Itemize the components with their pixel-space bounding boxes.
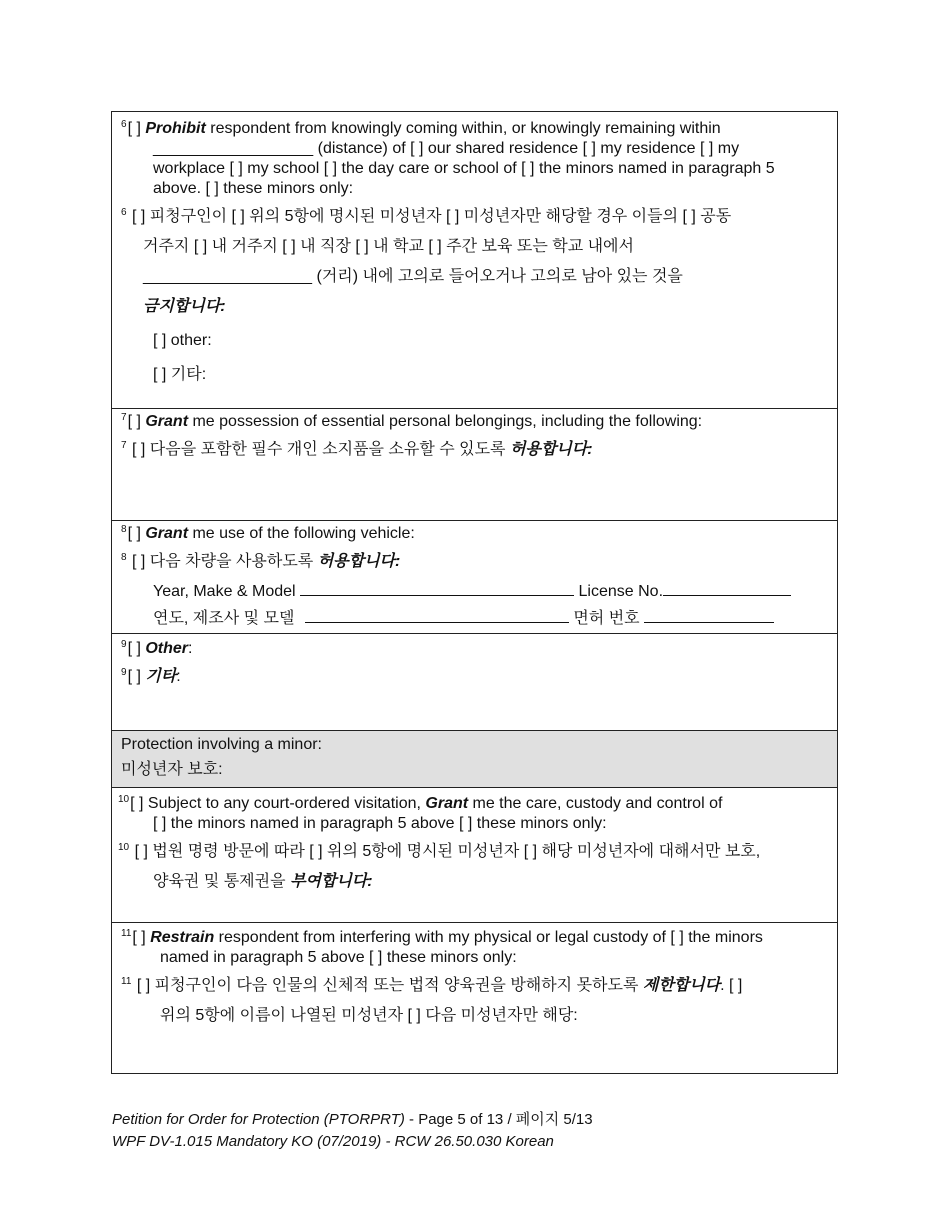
vehicle-row-ko: 연도, 제조사 및 모델 면허 번호 — [153, 608, 774, 629]
distance-blank-ko[interactable]: ___________________ — [143, 268, 313, 285]
section-7-ko: $^7$ [ ] 다음을 포함한 필수 개인 소지품을 소유할 수 있도록 허용합니다: — [121, 440, 593, 458]
minor-header-en: Protection involving a minor: — [121, 736, 322, 753]
section-6-en-line2: __________________ (distance) of [ ] our shared residence [ ] my residence [ ] my — [153, 140, 740, 157]
section-11-ko-line1: $^{11}$ [ ] 피청구인이 다음 인물의 신체적 또는 법적 양육권을 방해하지 못하도록 제한합니다. [ ] — [121, 976, 743, 994]
section-11 — [112, 923, 837, 1073]
section-7-en: $^7$[ ] Grant me possession of essential personal belongings, including the following: — [121, 412, 703, 430]
section-10-ko-line1: $^{10}$ [ ] 법원 명령 방문에 따라 [ ] 위의 5항에 명시된 미성년자 [ ] 해당 미성년자에 대해서만 보호, — [118, 842, 761, 860]
section-9-ko: $^9$[ ] 기타: — [121, 667, 181, 685]
section-6-ko-line1: $^6$ [ ] 피청구인이 [ ] 위의 5항에 명시된 미성년자 [ ] 미성년자만 해당할 경우 이들의 [ ] 공동 — [121, 207, 732, 225]
section-10-en-line2: [ ] the minors named in paragraph 5 above [ ] these minors only: — [153, 815, 607, 832]
footer-line-1: Petition for Order for Protection (PTORPRT) - Page 5 of 13 / 페이지 5/13 — [112, 1111, 593, 1128]
section-6-ko-line2: 거주지 [ ] 내 거주지 [ ] 내 직장 [ ] 내 학교 [ ] 주간 보육 또는 학교 내에서 — [143, 238, 634, 255]
section-9-en: $^9$[ ] Other: — [121, 639, 193, 657]
section-6-ko-bold: 금지합니다: — [143, 298, 226, 315]
section-6 — [112, 112, 837, 409]
checkbox[interactable]: [ ] — [127, 413, 141, 430]
section-6-ko-line3: ___________________ (거리) 내에 고의로 들어오거나 고의로 남아 있는 것을 — [143, 268, 683, 285]
minor-header-ko: 미성년자 보호: — [121, 761, 223, 778]
license-no-field-ko[interactable] — [644, 608, 774, 623]
checkbox[interactable]: [ ] — [127, 525, 141, 542]
petition-form — [111, 111, 838, 1074]
section-10 — [112, 788, 837, 923]
checkbox[interactable]: [ ] — [127, 640, 141, 657]
section-11-en-line2: named in paragraph 5 above [ ] these minors only: — [160, 949, 517, 966]
section-6-other-ko[interactable]: [ ] 기타: — [153, 366, 207, 383]
section-8 — [112, 521, 837, 634]
year-make-model-field[interactable] — [300, 581, 574, 596]
distance-blank[interactable]: __________________ — [153, 140, 314, 157]
section-8-ko: $^8$ [ ] 다음 차량을 사용하도록 허용합니다: — [121, 552, 401, 570]
section-10-en-line1: $^{10}$[ ] Subject to any court-ordered visitation, Grant me the care, custody and control of — [118, 794, 723, 812]
checkbox[interactable]: [ ] — [132, 929, 146, 946]
section-8-en: $^8$[ ] Grant me use of the following vehicle: — [121, 524, 415, 542]
section-6-other-en[interactable]: [ ] other: — [153, 332, 212, 349]
minor-protection-header — [112, 731, 837, 788]
license-no-field[interactable] — [663, 581, 791, 596]
vehicle-row-en: Year, Make & Model License No. — [153, 581, 791, 602]
section-7 — [112, 409, 837, 521]
section-6-en-line1: $^6$[ ] Prohibit respondent from knowingly coming within, or knowingly remaining within — [121, 119, 721, 137]
checkbox[interactable]: [ ] — [127, 668, 141, 685]
footer-line-2: WPF DV-1.015 Mandatory KO (07/2019) - RCW 26.50.030 Korean — [112, 1133, 554, 1150]
section-10-ko-line2: 양육권 및 통제권을 부여합니다: — [153, 873, 373, 890]
section-11-ko-line2: 위의 5항에 이름이 나열된 미성년자 [ ] 다음 미성년자만 해당: — [160, 1007, 578, 1024]
section-11-en-line1: $^{11}$[ ] Restrain respondent from interfering with my physical or legal custody of [ ] the minors — [121, 928, 763, 946]
section-9 — [112, 634, 837, 731]
checkbox[interactable]: [ ] — [127, 120, 141, 137]
year-make-model-field-ko[interactable] — [305, 608, 569, 623]
section-6-en-line3: workplace [ ] my school [ ] the day care or school of [ ] the minors named in paragraph 5 — [153, 160, 775, 177]
section-6-en-line4: above. [ ] these minors only: — [153, 180, 354, 197]
